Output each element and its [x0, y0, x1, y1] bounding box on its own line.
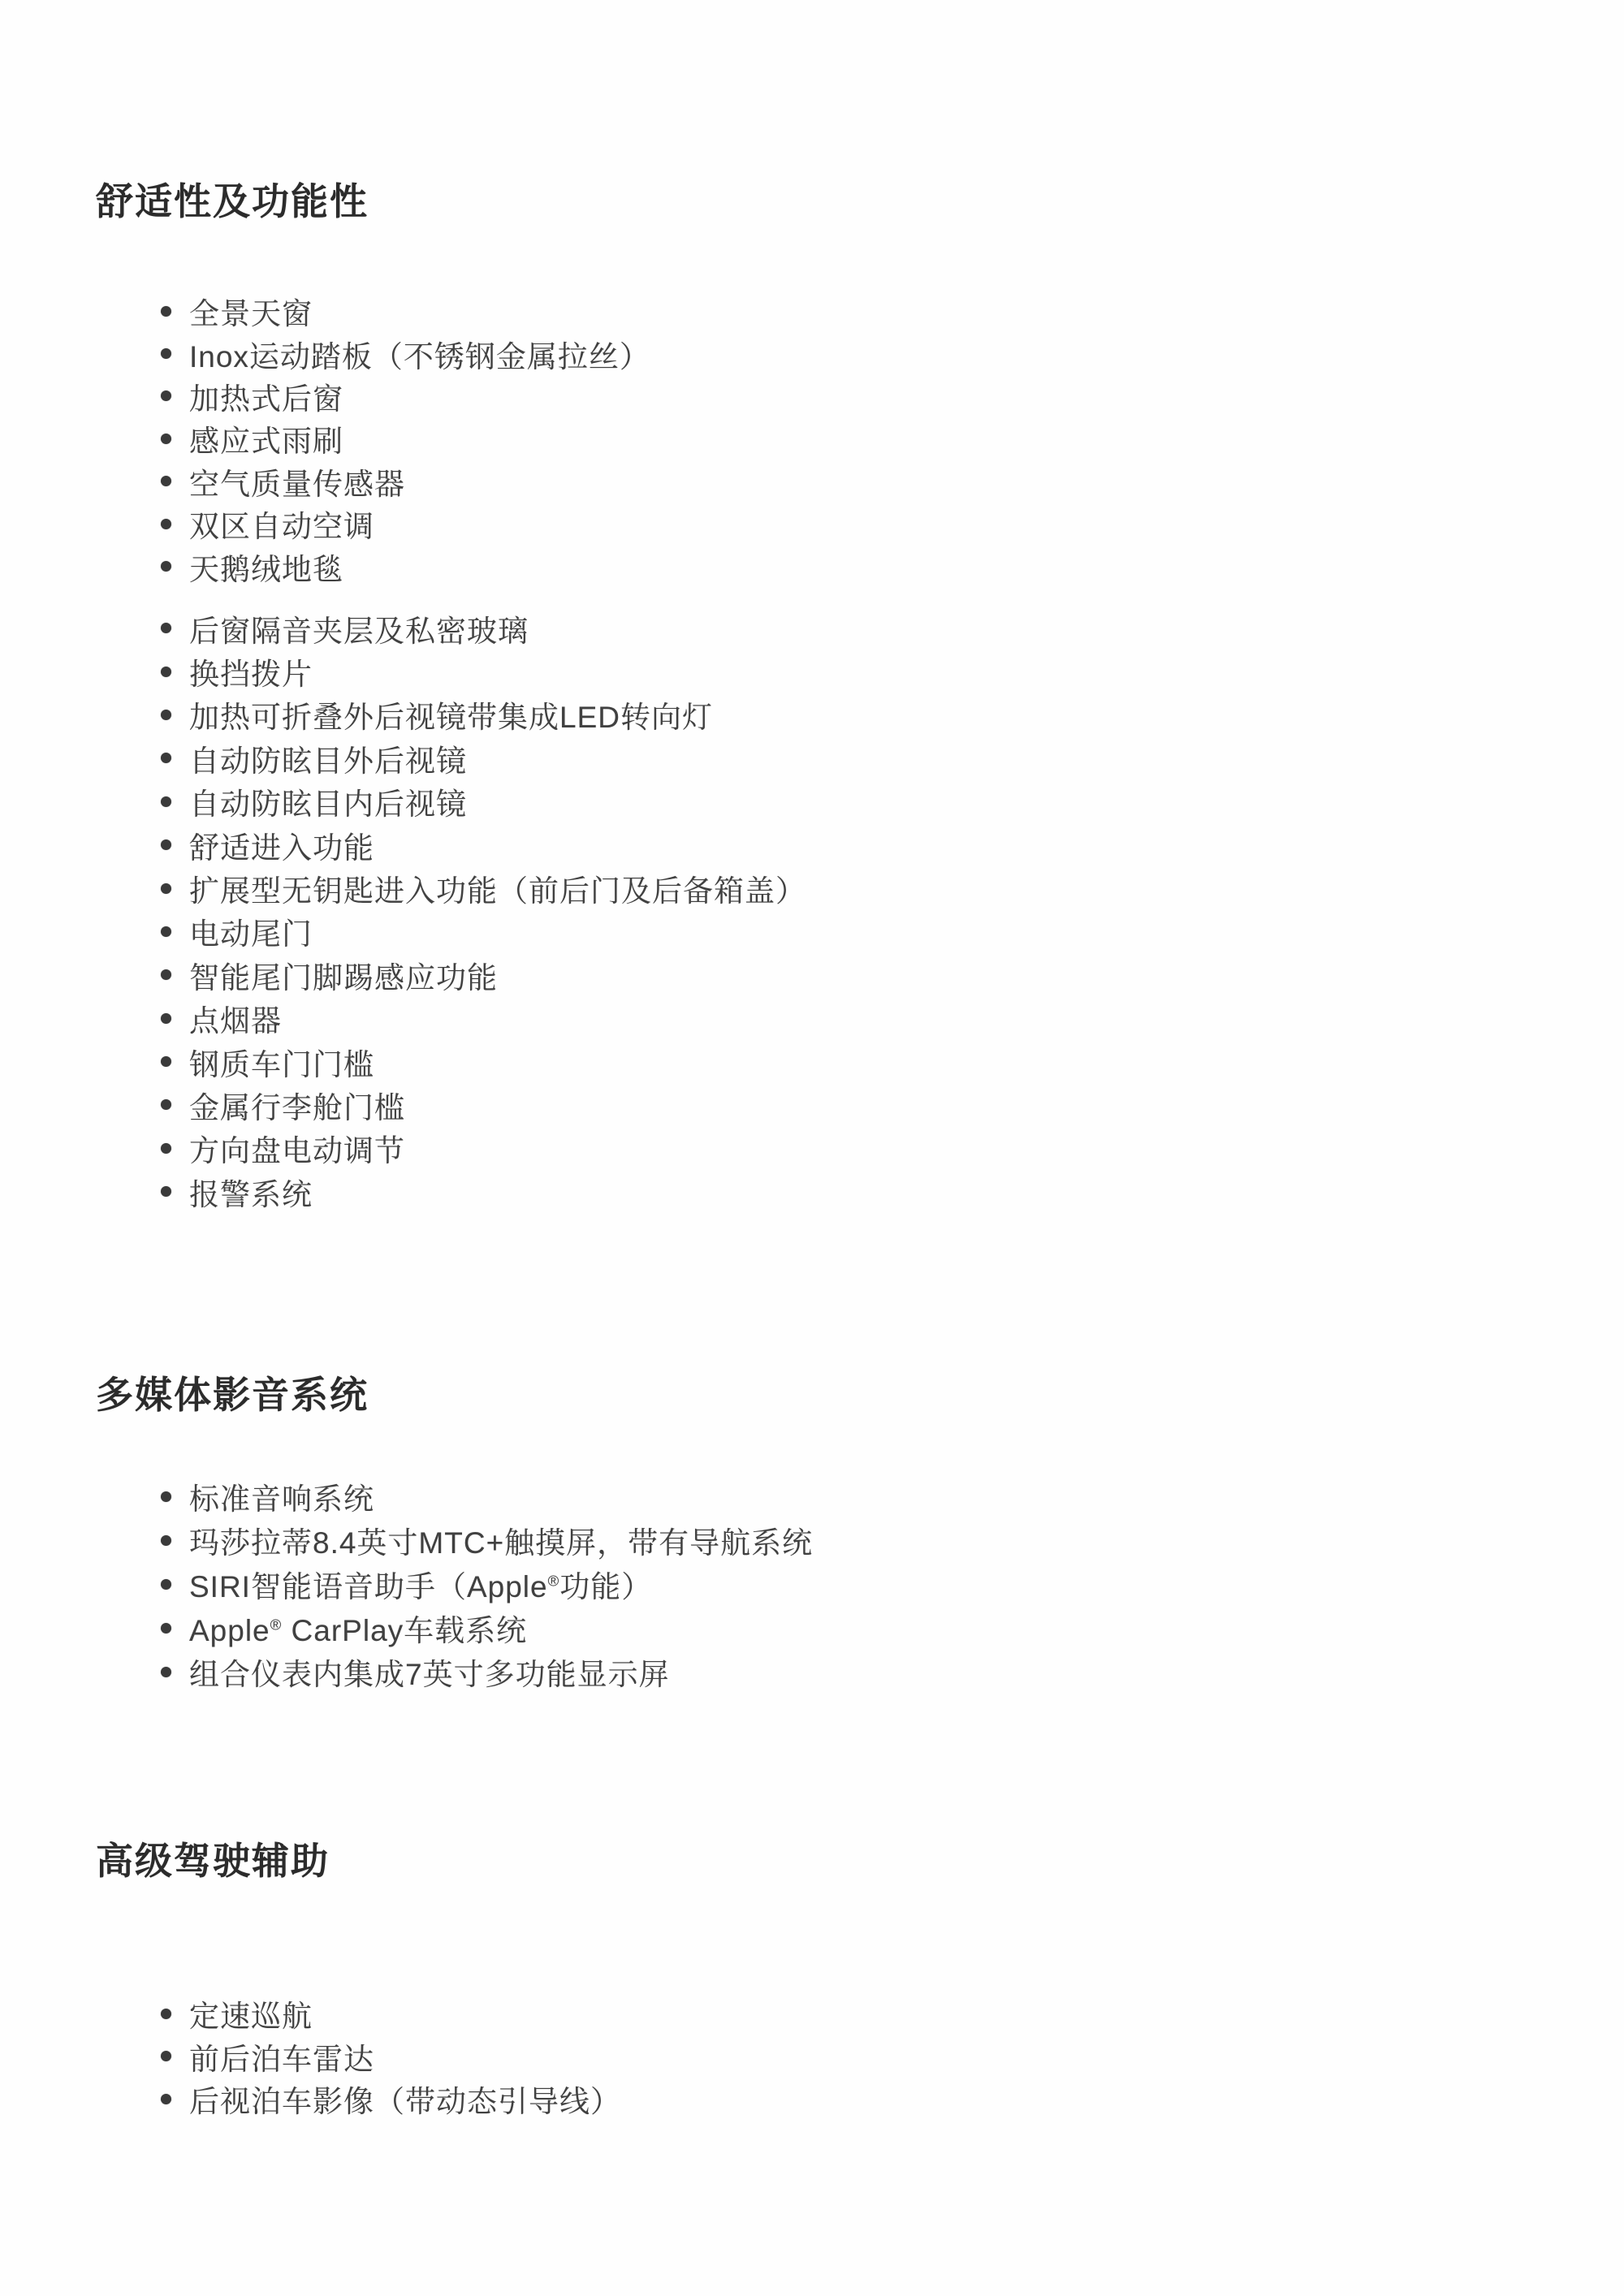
feature-item [161, 1650, 813, 1694]
bullet-icon [161, 561, 171, 572]
bullet-icon [161, 2051, 171, 2061]
feature-label: 空气质量传感器 [189, 467, 405, 501]
feature-label: 双区自动空调 [189, 510, 374, 544]
bullet-icon [161, 796, 171, 807]
section-title-comfort: 舒适性及功能性 [96, 180, 369, 222]
feature-label: 玛莎拉蒂8.4英寸MTC+触摸屏，带有导航系统 [189, 1526, 814, 1560]
bullet-icon [161, 839, 171, 850]
bullet-icon [161, 710, 171, 720]
feature-label: 后视泊车影像（带动态引导线） [189, 2085, 621, 2119]
feature-list-adas [161, 1992, 621, 2121]
bullet-icon [161, 753, 171, 763]
bullet-icon [161, 1667, 171, 1677]
feature-list-multimedia [161, 1474, 813, 1694]
bullet-icon [161, 1013, 171, 1024]
feature-label: 电动尾门 [189, 917, 313, 952]
feature-item [161, 997, 806, 1040]
feature-item [161, 823, 806, 866]
feature-label: 自动防眩目外后视镜 [189, 744, 467, 778]
feature-item [161, 1518, 813, 1562]
feature-label: 方向盘电动调节 [189, 1134, 405, 1168]
bullet-icon [161, 1099, 171, 1110]
feature-label: 全景天窗 [189, 297, 313, 331]
feature-label: 舒适进入功能 [189, 831, 374, 865]
feature-item [161, 606, 806, 650]
feature-label: Inox运动踏板（不锈钢金属拉丝） [189, 339, 650, 373]
feature-list-comfort-group2 [161, 606, 806, 1213]
feature-list-comfort-group1 [161, 290, 650, 588]
feature-item [161, 1040, 806, 1083]
feature-item [161, 780, 806, 823]
bullet-icon [161, 391, 171, 401]
feature-label: 扩展型无钥匙进入功能（前后门及后备箱盖） [189, 874, 806, 908]
feature-item [161, 910, 806, 953]
feature-item [161, 866, 806, 909]
bullet-icon [161, 434, 171, 444]
feature-label: 前后泊车雷达 [189, 2042, 374, 2076]
feature-label: 后窗隔音夹层及私密玻璃 [189, 614, 529, 648]
bullet-icon [161, 667, 171, 677]
feature-label: 天鹅绒地毯 [189, 552, 343, 586]
feature-label: 点烟器 [189, 1004, 282, 1038]
feature-label: 钢质车门门槛 [189, 1047, 374, 1081]
feature-label: 感应式雨刷 [189, 425, 343, 459]
feature-item [161, 503, 650, 545]
feature-item [161, 650, 806, 693]
feature-item [161, 1606, 813, 1650]
bullet-icon [161, 519, 171, 529]
feature-label: 自动防眩目内后视镜 [189, 788, 467, 822]
feature-item [161, 2078, 621, 2121]
bullet-icon [161, 476, 171, 486]
bullet-icon [161, 1491, 171, 1502]
feature-item [161, 332, 650, 374]
feature-label: 定速巡航 [189, 2000, 313, 2034]
feature-item [161, 1474, 813, 1518]
bullet-icon [161, 1186, 171, 1197]
bullet-icon [161, 883, 171, 894]
feature-item [161, 290, 650, 332]
feature-label: Apple® CarPlay车载系统 [189, 1614, 528, 1647]
feature-label: 换挡拨片 [189, 658, 313, 692]
section-title-adas: 高级驾驶辅助 [96, 1840, 330, 1882]
bullet-icon [161, 926, 171, 937]
feature-label: 加热可折叠外后视镜带集成LED转向灯 [189, 701, 713, 735]
bullet-icon [161, 1535, 171, 1546]
bullet-icon [161, 969, 171, 980]
feature-label: 报警系统 [189, 1177, 313, 1211]
feature-item [161, 1083, 806, 1126]
feature-label: 金属行李舱门槛 [189, 1091, 405, 1124]
feature-item [161, 1127, 806, 1170]
feature-item [161, 375, 650, 417]
feature-item [161, 417, 650, 460]
bullet-icon [161, 1056, 171, 1067]
feature-label: 加热式后窗 [189, 382, 343, 416]
feature-item [161, 953, 806, 996]
bullet-icon [161, 1143, 171, 1154]
bullet-icon [161, 1579, 171, 1590]
bullet-icon [161, 306, 171, 317]
feature-item [161, 545, 650, 587]
feature-label: SIRI智能语音助手（Apple®功能） [189, 1570, 653, 1603]
bullet-icon [161, 2009, 171, 2019]
feature-item [161, 460, 650, 503]
feature-item [161, 1562, 813, 1606]
bullet-icon [161, 348, 171, 359]
bullet-icon [161, 623, 171, 633]
feature-label: 组合仪表内集成7英寸多功能显示屏 [189, 1658, 670, 1691]
feature-item [161, 736, 806, 779]
feature-item [161, 1170, 806, 1213]
feature-label: 标准音响系统 [189, 1482, 374, 1516]
section-title-multimedia: 多媒体影音系统 [96, 1374, 369, 1416]
feature-item [161, 2035, 621, 2078]
bullet-icon [161, 1623, 171, 1634]
feature-label: 智能尾门脚踢感应功能 [189, 960, 498, 995]
feature-item [161, 693, 806, 736]
feature-item [161, 1992, 621, 2035]
bullet-icon [161, 2094, 171, 2104]
